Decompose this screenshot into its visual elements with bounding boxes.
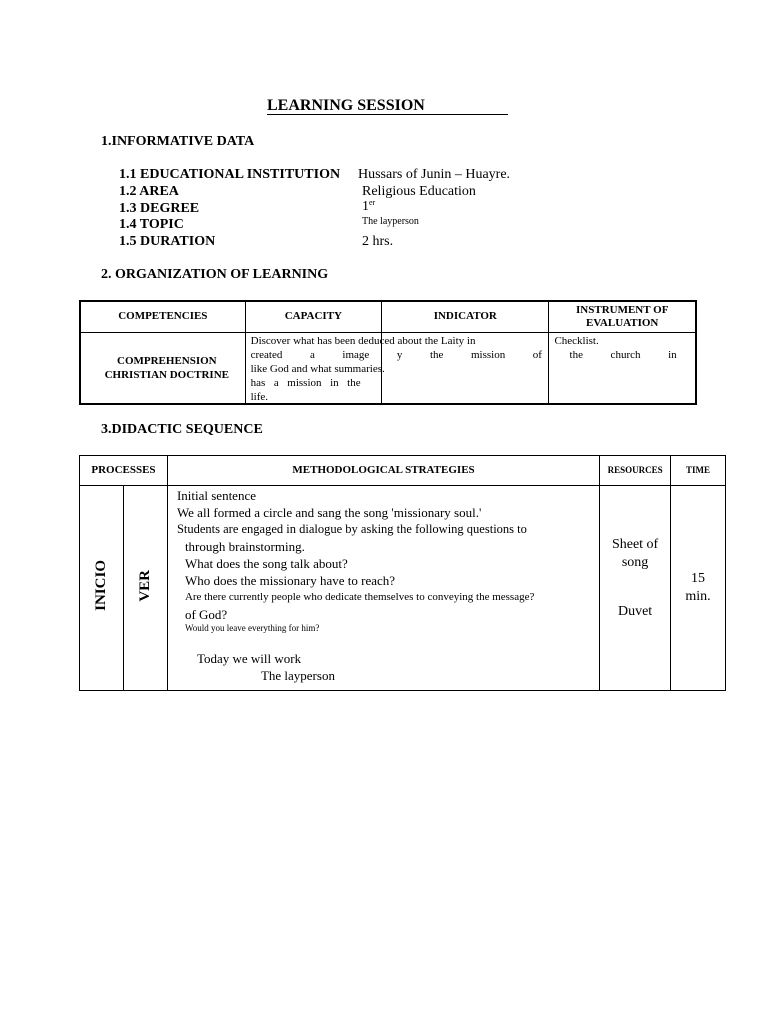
strategy-continuation: through brainstorming.	[184, 539, 305, 554]
subprocess-label: VER	[136, 569, 153, 602]
competency-cell: COMPREHENSION CHRISTIAN DOCTRINE	[80, 332, 245, 404]
section2-heading: 2. ORGANIZATION OF LEARNING	[101, 267, 329, 282]
capacity-text-line5: life.	[250, 390, 269, 403]
capacity-text-line2: created a image y the mission of the church in	[250, 348, 677, 361]
strategy-item: Students are engaged in dialogue by asking the following questions to	[176, 522, 527, 536]
strategies-list	[177, 487, 534, 684]
strategies-cell	[167, 486, 599, 691]
info-value-institution: Hussars of Junin – Huayre.	[358, 167, 511, 182]
strategy-item: Initial sentence	[176, 488, 256, 503]
question-4: Would you leave everything for him?	[184, 623, 320, 633]
time-cell	[671, 486, 726, 691]
capacity-text-line4: has a mission in the	[250, 376, 361, 389]
resources-cell	[600, 486, 671, 691]
info-label-topic: 1.4 TOPIC	[119, 217, 184, 232]
process-label: INICIO	[92, 560, 109, 611]
section3-heading: 3.DIDACTIC SEQUENCE	[101, 422, 263, 437]
didactic-table	[79, 455, 726, 691]
question-3: Are there currently people who dedicate themselves to conveying the message?	[184, 591, 535, 603]
col-header-indicator: INDICATOR	[382, 301, 549, 332]
question-3-cont: of God?	[184, 607, 228, 622]
title-underline	[267, 114, 508, 115]
question-1: What does the song talk about?	[184, 556, 348, 571]
page-title: LEARNING SESSION	[267, 97, 425, 114]
info-label-duration: 1.5 DURATION	[119, 234, 216, 249]
question-2: Who does the missionary have to reach?	[184, 573, 396, 588]
organization-table	[79, 300, 697, 405]
col-header-capacity: CAPACITY	[245, 301, 381, 332]
col-header-processes: PROCESSES	[80, 456, 168, 486]
col-header-competencies: COMPETENCIES	[80, 301, 245, 332]
section1-heading: 1.INFORMATIVE DATA	[101, 134, 255, 149]
today-topic: The layperson	[260, 668, 335, 683]
col-header-instrument: INSTRUMENT OF EVALUATION	[549, 301, 696, 332]
info-value-degree: 1er	[362, 198, 376, 214]
info-label-area: 1.2 AREA	[119, 184, 179, 199]
resource-sheet: Sheet of song	[611, 537, 659, 570]
col-header-time: TIME	[671, 456, 726, 486]
info-label-institution: 1.1 EDUCATIONAL INSTITUTION	[119, 167, 341, 182]
subprocess-cell	[123, 486, 167, 691]
col-header-resources: RESOURCES	[600, 456, 671, 486]
info-value-area: Religious Education	[362, 184, 476, 199]
col-header-strategies: METHODOLOGICAL STRATEGIES	[167, 456, 599, 486]
strategy-item: We all formed a circle and sang the song 'missionary soul.'	[176, 505, 482, 520]
time-value: 15 min.	[685, 571, 711, 604]
info-value-duration: 2 hrs.	[362, 234, 394, 249]
instrument-cell	[549, 332, 696, 404]
today-line: Today we will work	[196, 651, 302, 666]
process-cell	[80, 486, 124, 691]
capacity-text-line1: Discover what has been deduced about the Laity in	[250, 334, 476, 347]
info-label-degree: 1.3 DEGREE	[119, 201, 200, 216]
instrument-text: Checklist.	[554, 334, 599, 347]
info-value-topic: The layperson	[362, 216, 419, 227]
capacity-text-line3: like God and what summaries.	[250, 362, 385, 375]
resource-duvet: Duvet	[617, 604, 653, 619]
